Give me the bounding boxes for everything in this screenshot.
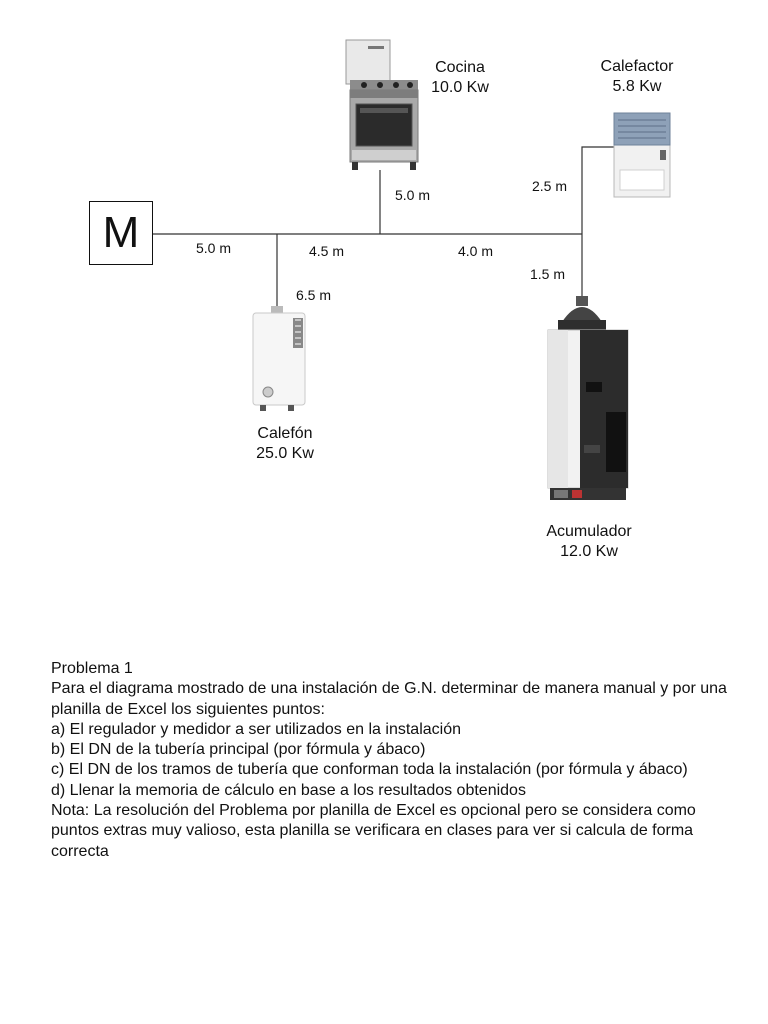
pipe-length-main-3: 4.0 m xyxy=(458,243,494,259)
problem-item-c: c) El DN de los tramos de tubería que conforman toda la instalación (por fórmula y ábaco) xyxy=(51,761,688,779)
acumulador-label xyxy=(534,522,644,562)
acumulador-power: 12.0 Kw xyxy=(560,543,618,560)
pipe-length-cocina: 5.0 m xyxy=(395,187,431,203)
problem-note: Nota: La resolución del Problema por planilla de Excel es opcional pero se considera como puntos extras muy valioso, esta planilla se verificara en clases para ver si calcula de forma correcta xyxy=(51,802,696,860)
pipe-length-main-2: 4.5 m xyxy=(309,243,345,259)
pipe-network xyxy=(153,147,614,310)
problem-item-a: a) El regulador y medidor a ser utilizados en la instalación xyxy=(51,720,461,738)
calefactor-power: 5.8 Kw xyxy=(612,78,662,95)
calefon-power: 25.0 Kw xyxy=(256,445,314,462)
acumulador-name: Acumulador xyxy=(546,523,632,540)
cocina-label xyxy=(420,58,500,98)
problem-statement xyxy=(51,659,741,862)
cocina-name: Cocina xyxy=(435,59,485,76)
meter-box xyxy=(89,201,153,265)
problem-item-d: d) Llenar la memoria de cálculo en base a los resultados obtenidos xyxy=(51,781,526,799)
stove-illustration xyxy=(346,40,418,170)
calefon-name: Calefón xyxy=(257,425,313,442)
problem-title: Problema 1 xyxy=(51,660,133,677)
calefactor-branch-pipe xyxy=(582,147,614,234)
storage-tank-illustration xyxy=(548,296,628,500)
problem-item-b: b) El DN de la tubería principal (por fórmula y ábaco) xyxy=(51,741,426,759)
pipe-length-acumulador: 1.5 m xyxy=(530,266,566,282)
problem-intro: Para el diagrama mostrado de una instalación de G.N. determinar de manera manual y por una planilla de Excel los siguientes puntos: xyxy=(51,680,727,718)
pipe-length-calefactor: 2.5 m xyxy=(532,178,568,194)
cocina-power: 10.0 Kw xyxy=(431,79,489,96)
water-heater-illustration xyxy=(253,306,305,411)
pipe-length-calefon: 6.5 m xyxy=(296,287,332,303)
calefactor-name: Calefactor xyxy=(600,58,674,75)
calefactor-label xyxy=(592,57,682,97)
meter-label: M xyxy=(102,208,140,257)
heater-illustration xyxy=(614,113,670,197)
calefon-label xyxy=(243,424,327,464)
pipe-length-main-1: 5.0 m xyxy=(196,240,232,256)
